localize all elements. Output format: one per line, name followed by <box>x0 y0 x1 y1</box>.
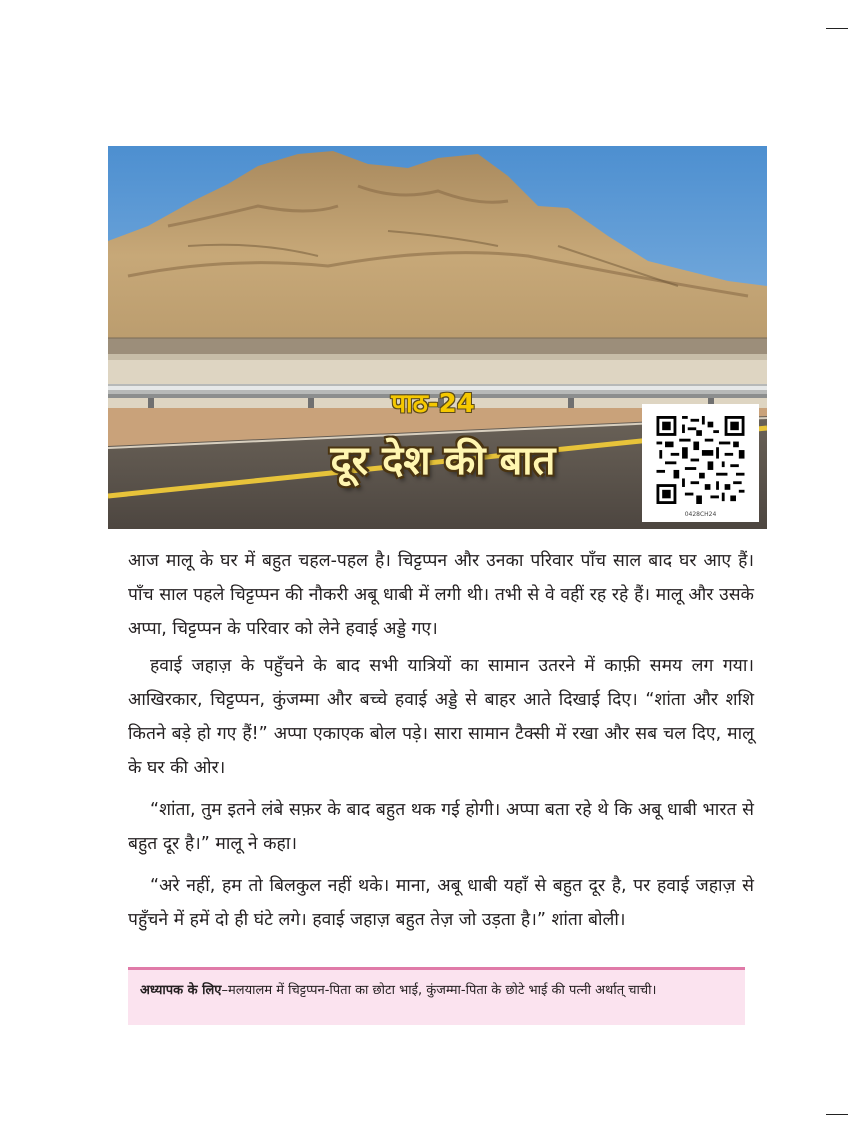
paragraph-text: “शांता, तुम इतने लंबे सफ़र के बाद बहुत थक गई होगी। अप्पा बता रहे थे कि अबू धाबी भारत से बहुत दूर है।” मालू ने कहा। <box>128 800 754 854</box>
story-paragraph-2 <box>128 649 754 785</box>
crop-mark-top <box>826 28 848 29</box>
story-paragraph-4 <box>128 869 754 937</box>
crop-mark-bottom <box>826 1114 848 1115</box>
qr-code-label: 0428CH24 <box>684 511 717 518</box>
qr-code-box[interactable] <box>642 404 759 522</box>
teacher-note-text: –मलयालम में चिट्टप्पन-पिता का छोटा भाई, कुंजम्मा-पिता के छोटे भाई की पत्नी अर्थात् चाची। <box>221 983 657 998</box>
teacher-note <box>128 967 745 1025</box>
lesson-title: दूर देश की बात <box>330 438 556 484</box>
story-paragraph-3 <box>128 793 754 861</box>
teacher-note-label: अध्यापक के लिए <box>140 983 222 998</box>
qr-code-icon <box>654 416 747 504</box>
paragraph-text: “अरे नहीं, हम तो बिलकुल नहीं थके। माना, अबू धाबी यहाँ से बहुत दूर है, पर हवाई जहाज़ से पहुँचने में हमें दो ही घंटे लगे। हवाई जहाज़ बहुत तेज़ जो उड़ता है।” शांता बोली। <box>128 876 754 930</box>
paragraph-text: हवाई जहाज़ के पहुँचने के बाद सभी यात्रियों का सामान उतरने में काफ़ी समय लग गया। आखिरकार, चिट्टप्पन, कुंजम्मा और बच्चे हवाई अड्डे से बाहर आते दिखाई दिए। “शांता और शशि कितने बड़े हो गए हैं!” अप्पा एकाएक बोल पड़े। सारा सामान टैक्सी में रखा और सब चल दिए, मालू के घर की ओर। <box>128 656 754 778</box>
lesson-banner <box>108 146 767 529</box>
story-paragraph-1 <box>128 544 754 646</box>
paragraph-text: आज मालू के घर में बहुत चहल-पहल है। चिट्टप्पन और उनका परिवार पाँच साल बाद घर आए हैं। पाँच साल पहले चिट्टप्पन की नौकरी अबू धाबी में लगी थी। तभी से वे वहीं रह रहे हैं। मालू और उसके अप्पा, चिट्टप्पन के परिवार को लेने हवाई अड्डे गए। <box>128 551 754 639</box>
lesson-number: पाठ-24 <box>391 389 475 419</box>
